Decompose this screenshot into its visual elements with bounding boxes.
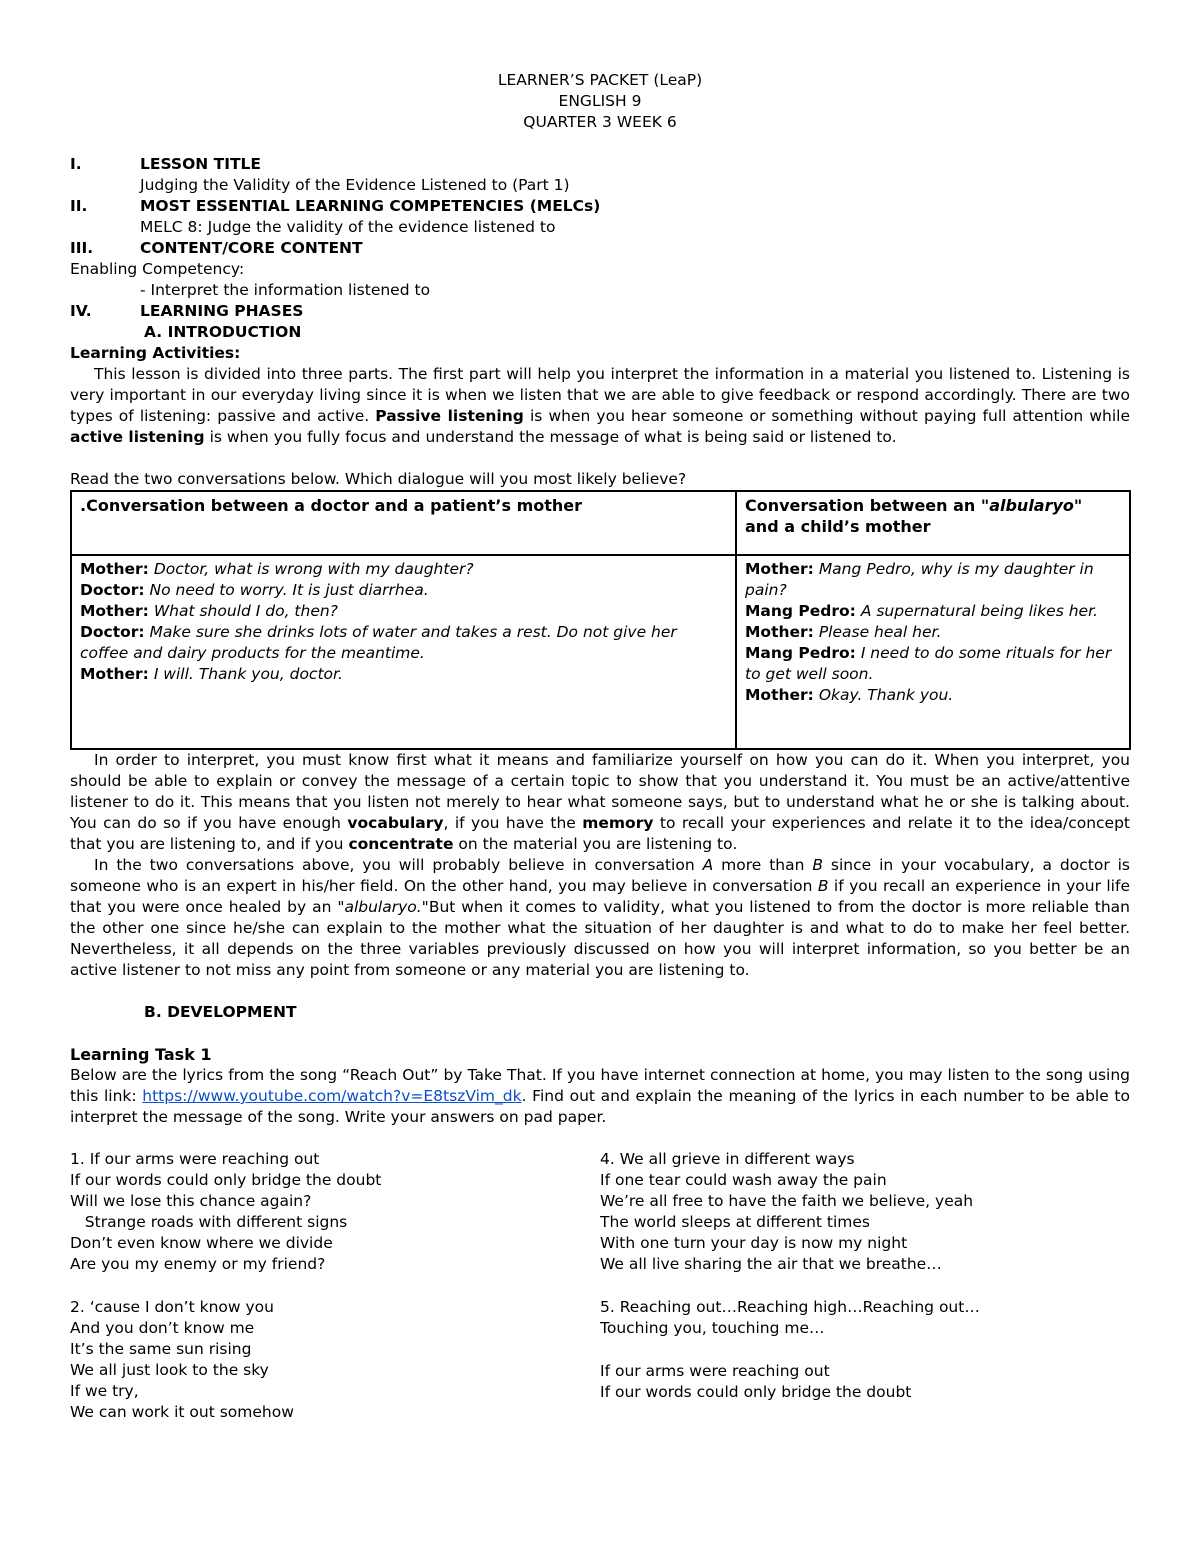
dialogue-line: Mother: Doctor, what is wrong with my daughter? xyxy=(80,560,474,578)
dialogue-line: Mang Pedro: I need to do some rituals for her to get well soon. xyxy=(745,644,1112,683)
subject-title: ENGLISH 9 xyxy=(558,92,642,110)
dialogue-line: Mother: What should I do, then? xyxy=(80,602,338,620)
lyrics-stanza: 2. ‘cause I don’t know you And you don’t know me It’s the same sun rising We all just look to the sky If we try, We can work it out somehow xyxy=(70,1298,294,1421)
document-header xyxy=(70,70,1130,133)
learning-task-heading: Learning Task 1 xyxy=(70,1045,212,1064)
lyrics-right-column xyxy=(600,1149,1130,1445)
lyrics-stanza: 4. We all grieve in different ways If one tear could wash away the pain We’re all free to have the faith we believe, yeah The world sleeps at different times With one turn your day is now my night We all live sharing the air that we breathe… xyxy=(600,1150,974,1273)
intro-paragraph: This lesson is divided into three parts. The first part will help you interpret the information in a material you listened to. Listening is very important in our everyday living since it is when we listen that we are able to give feedback or respond accordingly. There are two types of listening: passive and active. Passive listening is when you hear someone or something without paying full attention while active listening is when you fully focus and understand the message of what is being said or listened to. xyxy=(70,365,1130,446)
conversation-b-header: Conversation between an "albularyo" and a child’s mother xyxy=(736,491,1130,555)
lyrics-left-column xyxy=(70,1149,600,1445)
task-instructions: Below are the lyrics from the song “Reach Out” by Take That. If you have internet connection at home, you may listen to the song using this link: https://www.youtube.com/watch?v=E8tszVim_dk. Find out and explain the meaning of the lyrics in each number to be able to interpret the message of the song. Write your answers on pad paper. xyxy=(70,1066,1130,1126)
development-heading: B. DEVELOPMENT xyxy=(144,1003,297,1021)
section-learning-phases: IV. LEARNING PHASES xyxy=(70,302,304,320)
read-instruction: Read the two conversations below. Which dialogue will you most likely believe? xyxy=(70,470,687,488)
lyrics-section xyxy=(70,1149,1130,1445)
quarter-week: QUARTER 3 WEEK 6 xyxy=(523,113,677,131)
dialogue-line: Mother: Please heal her. xyxy=(745,623,942,641)
validity-paragraph: In the two conversations above, you will probably believe in conversation A more than B since in your vocabulary, a doctor is someone who is an expert in his/her field. On the other hand, you may believe in conversation B if you recall an experience in your life that you were once healed by an "albularyo."But when it comes to validity, what you listened to from the doctor is more reliable than the other one since he/she can explain to the mother what the situation of her daughter is and what to do to make her feel better. Nevertheless, it all depends on the three variables previously discussed on how you will interpret information, so you better be an active listener to not miss any point from someone or any material you are listening to. xyxy=(70,856,1131,979)
conversation-table xyxy=(70,490,1131,750)
section-content: III. CONTENT/CORE CONTENT xyxy=(70,239,363,257)
song-link[interactable]: https://www.youtube.com/watch?v=E8tszVim_dk xyxy=(142,1087,522,1105)
dialogue-line: Mother: Mang Pedro, why is my daughter in pain? xyxy=(745,560,1094,599)
dialogue-line: Mang Pedro: A supernatural being likes her. xyxy=(745,602,1098,620)
conversation-a-header: .Conversation between a doctor and a patient’s mother xyxy=(71,491,736,555)
learning-activities-label: Learning Activities: xyxy=(70,344,241,362)
section-melcs: II. MOST ESSENTIAL LEARNING COMPETENCIES (MELCs) xyxy=(70,197,601,215)
lesson-title-text: Judging the Validity of the Evidence Listened to (Part 1) xyxy=(140,176,570,194)
dialogue-line: Doctor: No need to worry. It is just diarrhea. xyxy=(80,581,429,599)
interpret-paragraph: In order to interpret, you must know first what it means and familiarize yourself on how you can do it. When you interpret, you should be able to explain or convey the message of a certain topic to show that you understand it. You must be an active/attentive listener to do it. This means that you listen not merely to hear what someone says, but to understand what he or she is talking about. You can do so if you have enough vocabulary, if you have the memory to recall your experiences and relate it to the idea/concept that you are listening to, and if you concentrate on the material you are listening to. xyxy=(70,751,1130,853)
lyrics-stanza: 5. Reaching out…Reaching high…Reaching out… Touching you, touching me… xyxy=(600,1298,980,1337)
introduction-heading: A. INTRODUCTION xyxy=(144,323,302,341)
melc-text: MELC 8: Judge the validity of the evidence listened to xyxy=(140,218,556,236)
conversation-b-body xyxy=(736,555,1130,749)
section-lesson-title: I. LESSON TITLE xyxy=(70,155,262,173)
enabling-competency-label: Enabling Competency: xyxy=(70,260,245,278)
enabling-competency-text: - Interpret the information listened to xyxy=(140,281,431,299)
conversation-a-body xyxy=(71,555,736,749)
dialogue-line: Mother: I will. Thank you, doctor. xyxy=(80,665,343,683)
packet-title: LEARNER’S PACKET (LeaP) xyxy=(497,71,703,89)
lyrics-stanza: 1. If our arms were reaching out If our words could only bridge the doubt Will we lose this chance again? Strange roads with different signs Don’t even know where we divide Are you my enemy or my friend? xyxy=(70,1150,382,1273)
dialogue-line: Mother: Okay. Thank you. xyxy=(745,686,954,704)
document-page xyxy=(70,70,1130,1445)
dialogue-line: Doctor: Make sure she drinks lots of water and takes a rest. Do not give her coffee and dairy products for the meantime. xyxy=(80,623,677,662)
lyrics-stanza: If our arms were reaching out If our words could only bridge the doubt xyxy=(600,1362,912,1401)
